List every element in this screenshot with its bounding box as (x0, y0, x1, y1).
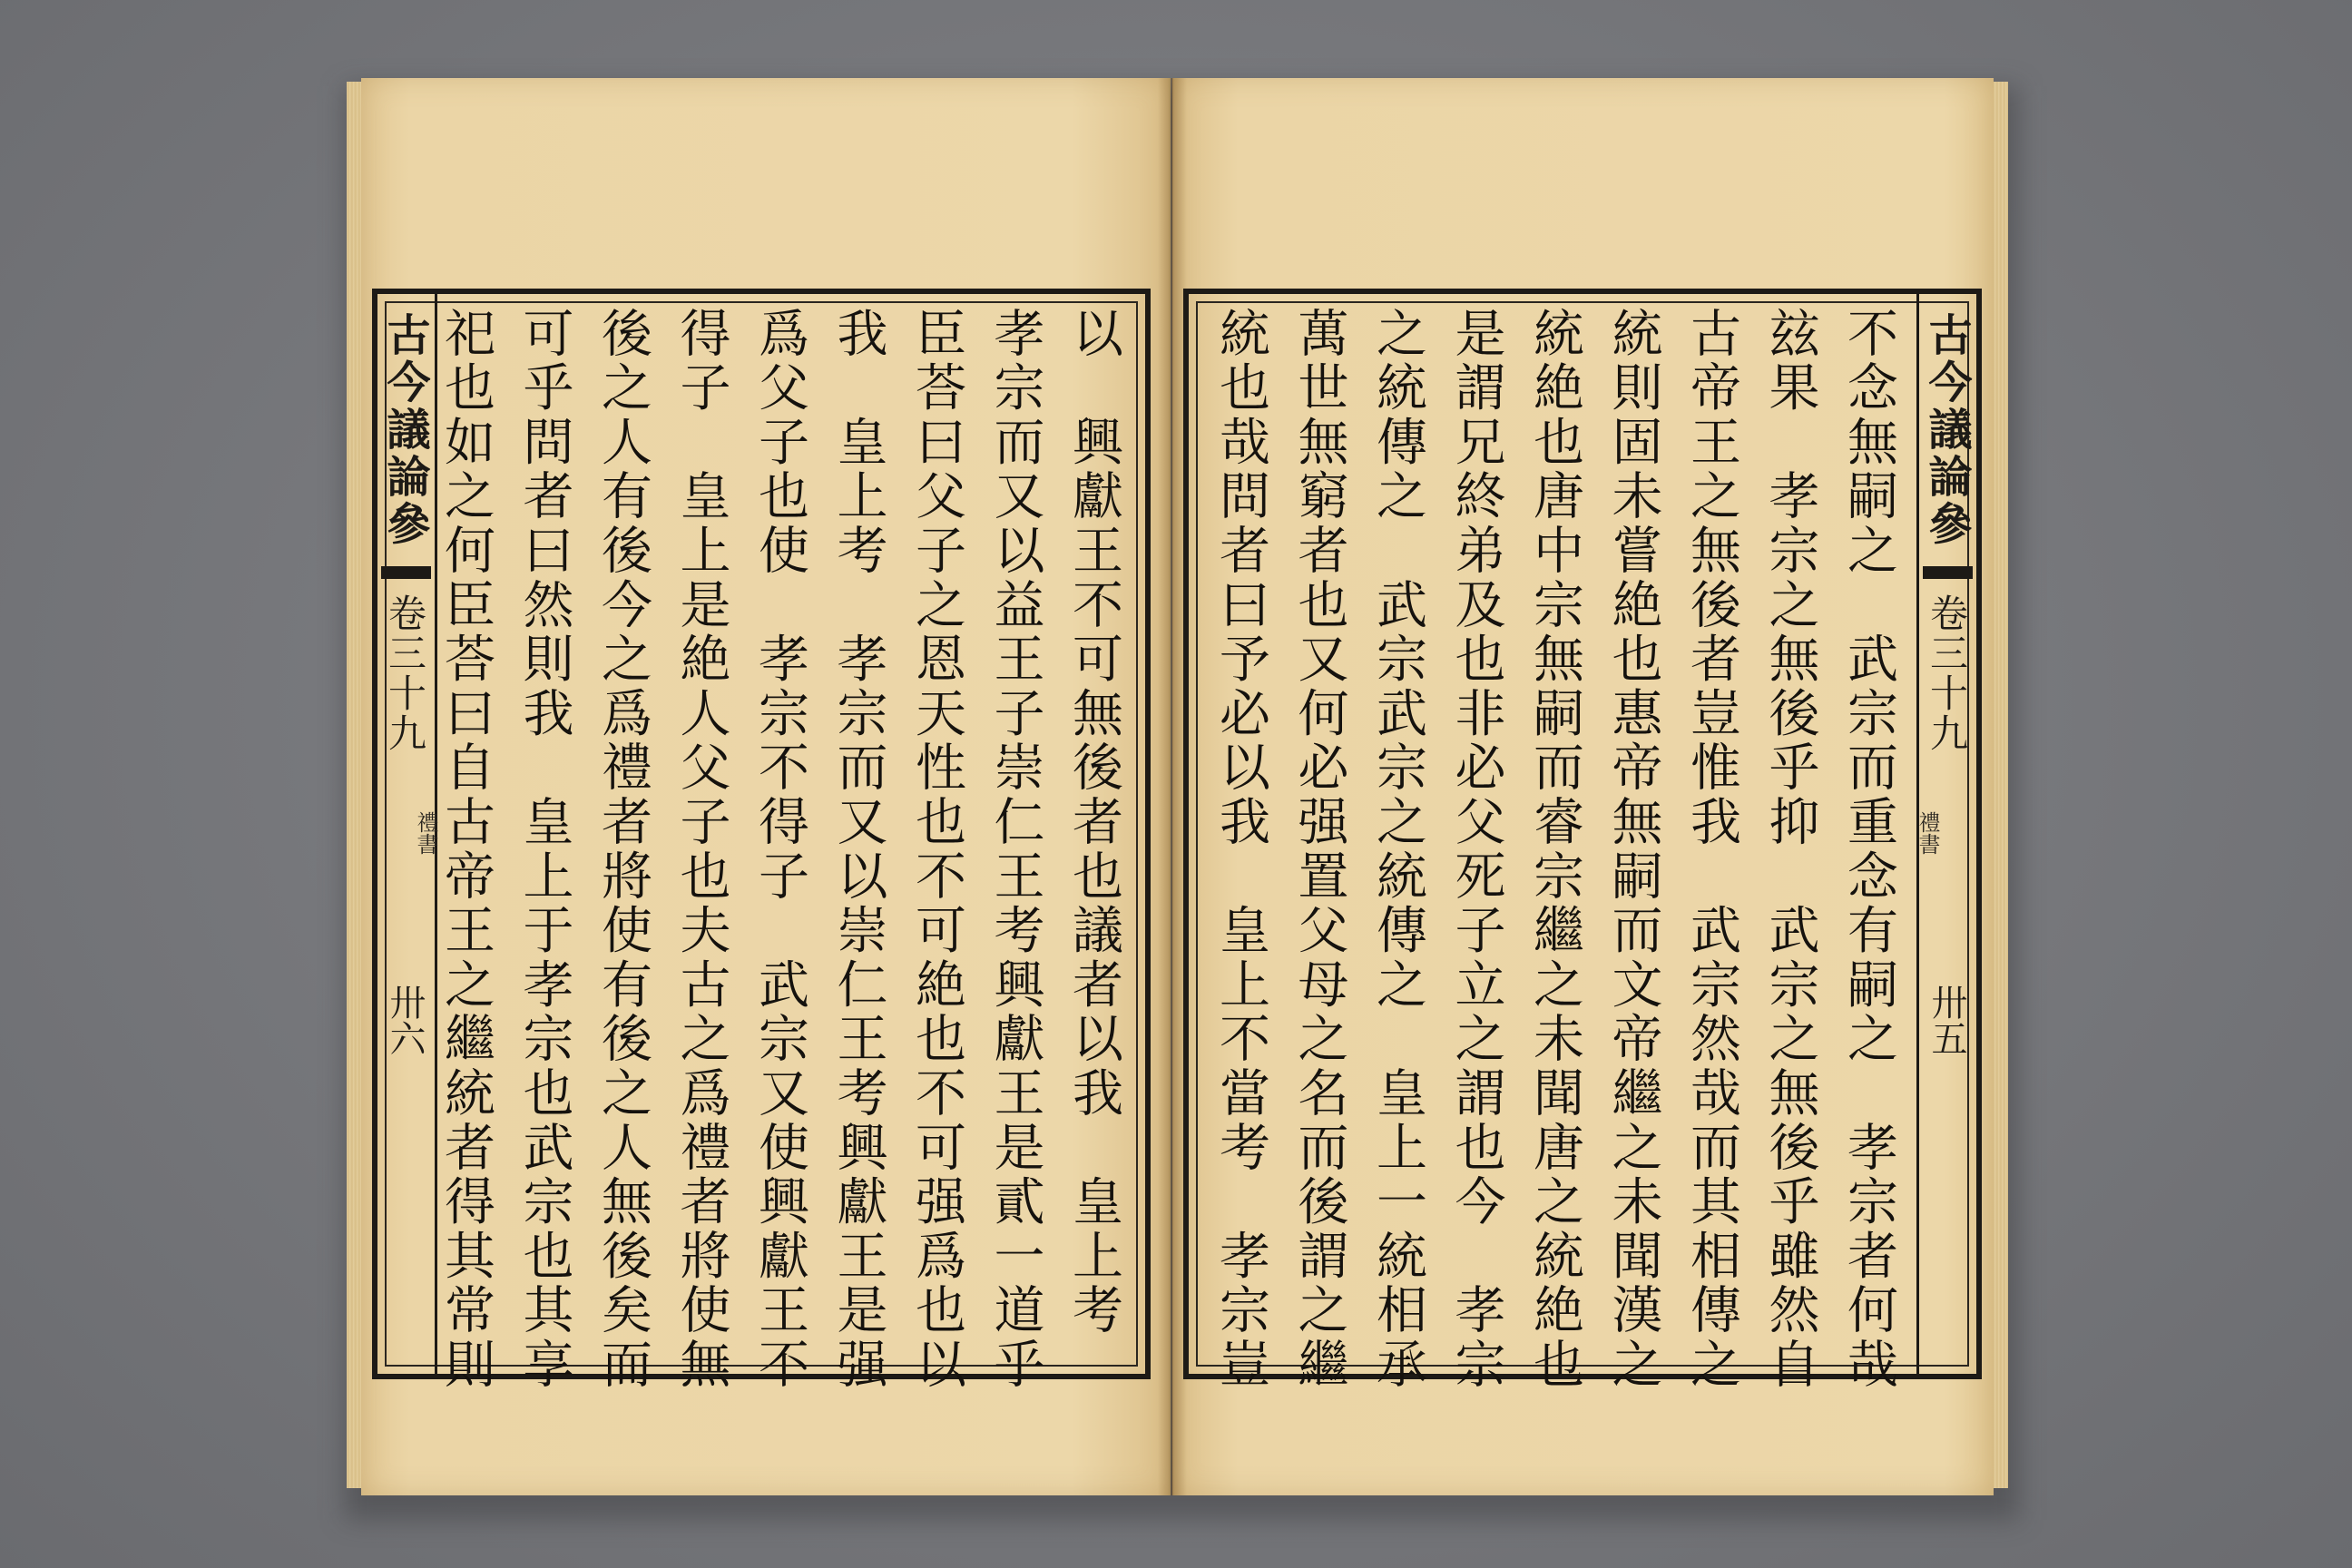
right-page-banxin (1916, 294, 1976, 1374)
text-column: 之統傳之 武宗武宗之統傳之 皇上一統相承 (1368, 307, 1427, 1392)
text-column: 我 皇上考 孝宗而又以崇仁王考興獻王是强 (828, 307, 888, 1392)
banxin-book-title: 古今議論參 (379, 312, 430, 548)
right-page-frame (1183, 289, 1982, 1392)
fishtail-mark (381, 566, 431, 579)
text-column: 是謂兄終弟及也非必父死子立之謂也今 孝宗 (1446, 307, 1506, 1392)
banxin-volume-number: 卷三十九 (1925, 593, 1969, 753)
text-column: 不念無嗣之 武宗而重念有嗣之 孝宗者何哉 (1839, 307, 1898, 1392)
text-column: 以 興獻王不可無後者也議者以我 皇上考 (1064, 307, 1123, 1338)
text-column: 後之人有後今之爲禮者將使有後之人無後矣而 (593, 307, 652, 1392)
fishtail-mark (1923, 566, 1973, 579)
text-column: 統則固未嘗絶也惠帝無嗣而文帝繼之未聞漢之 (1603, 307, 1663, 1392)
text-column: 得子 皇上是絶人父子也夫古之爲禮者將使無 (671, 307, 731, 1392)
show-through-mark (1216, 181, 1247, 281)
text-column: 可乎問者曰然則我 皇上于孝宗也武宗也其享 (514, 307, 574, 1392)
text-column: 孝宗而又以益王子崇仁王考興獻王是貳一道乎 (985, 307, 1045, 1392)
banxin-section: 禮書 (1915, 811, 1940, 855)
left-page-text (436, 307, 1132, 1392)
banxin-folio-number: 卅五 (1926, 984, 1967, 1056)
banxin-volume-number: 卷三十九 (383, 593, 427, 753)
left-page-frame (372, 289, 1151, 1392)
text-column: 統絶也唐中宗無嗣而睿宗繼之未聞唐之統絶也 (1525, 307, 1584, 1392)
text-column: 爲父子也使 孝宗不得子 武宗又使興獻王不 (750, 307, 809, 1392)
show-through-mark (799, 181, 829, 281)
text-column: 古帝王之無後者豈惟我 武宗然哉而其相傳之 (1682, 307, 1741, 1392)
right-page-edge (1992, 82, 2008, 1488)
text-column: 萬世無窮者也又何必强置父母之名而後謂之繼 (1289, 307, 1349, 1392)
text-column: 統也哉問者曰予必以我 皇上不當考 孝宗豈 (1211, 307, 1270, 1392)
banxin-section: 禮書 (413, 811, 438, 855)
right-page-text (1201, 307, 1907, 1392)
banxin-folio-number: 卅六 (384, 984, 426, 1056)
text-column: 玆果 孝宗之無後乎抑 武宗之無後乎雖然自 (1760, 307, 1820, 1392)
text-column: 祀也如之何臣荅曰自古帝王之繼統者得其常則 (436, 307, 495, 1392)
banxin-book-title: 古今議論參 (1921, 312, 1972, 548)
text-column: 臣荅曰父子之恩天性也不可絶也不可强爲也以 (907, 307, 966, 1392)
